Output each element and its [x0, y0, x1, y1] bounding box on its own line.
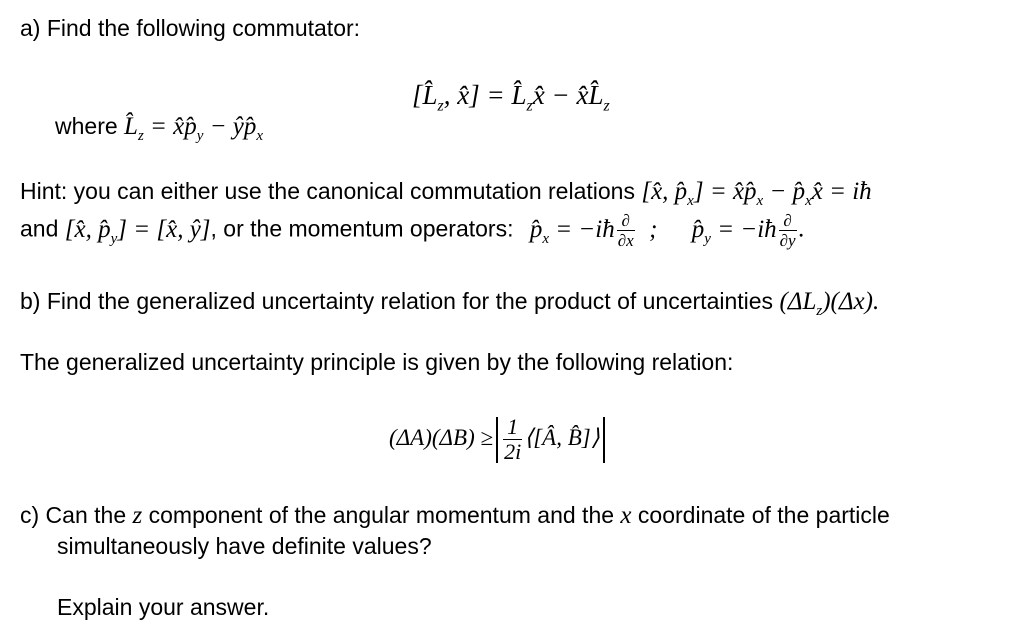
hint-line-2	[20, 212, 805, 254]
py-frac-den: ∂y	[779, 231, 796, 250]
abs-bar-right	[603, 417, 605, 463]
part-c-x: x	[620, 502, 632, 529]
inequality-lhs: (ΔA)(ΔB) ≥	[389, 424, 494, 450]
canonical-commutation: [x̂, $p̂_x$] = $x̂p̂_x$ − $p̂_xx̂$ = iħ	[641, 178, 872, 209]
hint-text-1: Hint: you can either use the canonical commutation relations	[20, 178, 635, 204]
part-c-prefix: c) Can the	[20, 502, 127, 528]
part-a-title: a) Find the following commutator:	[20, 15, 361, 41]
hint-and: and	[20, 215, 59, 242]
px-frac-den: ∂x	[617, 231, 634, 250]
hint-period: .	[798, 215, 805, 243]
hint-line-1	[20, 176, 872, 216]
part-c-suffix: coordinate of the particle	[637, 502, 890, 528]
inequality-frac-den: 2i	[504, 439, 522, 464]
uncertainty-principle-text: The generalized uncertainty principle is given by the following relation:	[20, 349, 734, 375]
part-b-title	[20, 286, 879, 326]
uncertainty-inequality	[389, 416, 608, 463]
part-c-z: z	[132, 502, 143, 529]
part-c-explain: Explain your answer.	[57, 594, 270, 620]
operator-separator: ;	[649, 215, 658, 243]
part-b-product: $(\Delta L_z)(\Delta x)$.	[779, 288, 880, 319]
inequality-frac-num: 1	[507, 414, 519, 439]
inequality-fraction	[503, 416, 522, 463]
where-line	[55, 111, 263, 151]
commutator-lhs: [	[412, 80, 423, 110]
hint-text-2: , or the momentum operators:	[210, 215, 514, 242]
part-c-line-2: simultaneously have definite values?	[57, 533, 432, 559]
abs-bar-left	[496, 417, 498, 463]
inequality-rhs: ⟨[Â, B̂]⟩	[524, 424, 600, 450]
xy-commutation: [x̂, $p̂_y$] = [x̂, ŷ]	[64, 215, 211, 247]
part-c-line-1	[20, 500, 890, 531]
commutator-l: $L̂_z$	[422, 80, 444, 115]
commutator-equation	[412, 78, 610, 123]
px-operator: $p̂_x$ = −iħ	[529, 215, 615, 247]
px-fraction	[617, 212, 635, 249]
lz-definition: $L̂_z$ = $x̂p̂_y$ − $ŷp̂_x$	[124, 113, 264, 144]
py-operator: $p̂_y$ = −iħ	[691, 215, 777, 247]
part-b-text: b) Find the generalized uncertainty relation for the product of uncertainties	[20, 288, 774, 314]
commutator-comma: , x̂] = $L̂_zx̂$ − $x̂L̂_z$	[443, 80, 610, 115]
py-frac-num: ∂	[783, 211, 792, 230]
where-label: where	[55, 113, 118, 139]
px-frac-num: ∂	[621, 211, 630, 230]
py-fraction	[779, 212, 797, 249]
part-c-mid: component of the angular momentum and the	[148, 502, 615, 528]
